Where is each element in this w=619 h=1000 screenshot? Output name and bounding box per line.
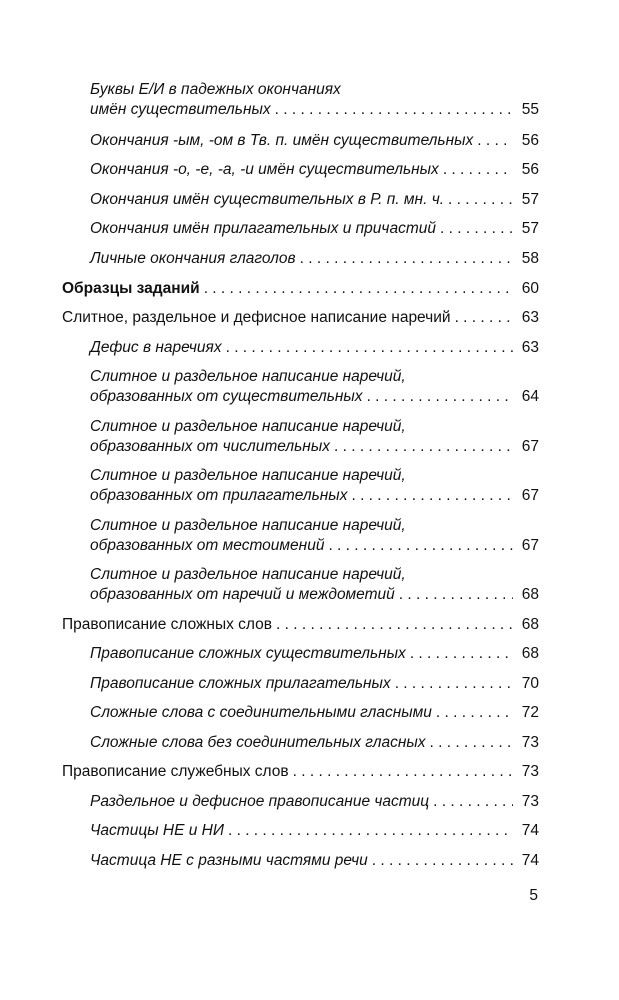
- toc-page-number: 73: [521, 763, 539, 780]
- toc-page-number: 64: [521, 388, 539, 405]
- dot-leader: [351, 486, 513, 506]
- toc-entry-title: Окончания имён прилагательных и причастий: [90, 220, 436, 237]
- toc-entry[interactable]: [90, 417, 539, 457]
- toc-entry-title: Окончания -ым, -ом в Тв. п. имён существительных: [90, 132, 474, 149]
- dot-leader: [433, 792, 513, 812]
- toc-entry-title: образованных от местоимений: [90, 537, 325, 554]
- toc-entry-title-line1: Слитное и раздельное написание наречий,: [90, 368, 406, 385]
- page-number: 5: [529, 887, 538, 904]
- dot-leader: [293, 762, 513, 782]
- toc-page-number: 68: [521, 586, 539, 603]
- toc-page-number: 56: [521, 132, 539, 149]
- toc-entry[interactable]: [90, 733, 539, 753]
- toc-entry[interactable]: [90, 80, 539, 120]
- dot-leader: [448, 190, 513, 210]
- toc-entry-title: Сложные слова с соединительными гласными: [90, 704, 432, 721]
- toc-page-number: 57: [521, 220, 539, 237]
- toc-page-number: 60: [521, 280, 539, 297]
- toc-entry-title-line1: Слитное и раздельное написание наречий,: [90, 418, 406, 435]
- toc-entry[interactable]: [90, 367, 539, 407]
- dot-leader: [455, 308, 513, 328]
- toc-entry-title: имён существительных: [90, 101, 271, 118]
- toc-section-title: Слитное, раздельное и дефисное написание наречий: [62, 309, 451, 326]
- toc-entry-title: Дефис в наречиях: [90, 339, 222, 356]
- dot-leader: [443, 160, 513, 180]
- toc-section-entry[interactable]: [62, 615, 539, 635]
- toc-page-number: 74: [521, 822, 539, 839]
- dot-leader: [204, 279, 513, 299]
- toc-entry[interactable]: [90, 516, 539, 556]
- toc-entry[interactable]: [90, 219, 539, 239]
- dot-leader: [275, 100, 513, 120]
- dot-leader: [399, 585, 513, 605]
- dot-leader: [300, 249, 513, 269]
- dot-leader: [410, 644, 513, 664]
- toc-section-title: Правописание служебных слов: [62, 763, 289, 780]
- toc-entry-title: Сложные слова без соединительных гласных: [90, 734, 426, 751]
- toc-entry-title: Частица НЕ с разными частями речи: [90, 852, 368, 869]
- toc-entry-title-line1: Слитное и раздельное написание наречий,: [90, 467, 406, 484]
- toc-page-number: 57: [521, 191, 539, 208]
- toc-section-entry[interactable]: [62, 279, 539, 299]
- toc-entry[interactable]: [90, 703, 539, 723]
- dot-leader: [226, 338, 513, 358]
- toc-page-number: 63: [521, 309, 539, 326]
- toc-entry[interactable]: [90, 851, 539, 871]
- toc-page-number: 68: [521, 616, 539, 633]
- toc-entry[interactable]: [90, 190, 539, 210]
- dot-leader: [228, 821, 513, 841]
- dot-leader: [334, 437, 513, 457]
- dot-leader: [440, 219, 513, 239]
- toc-entry[interactable]: [90, 249, 539, 269]
- toc-entry-title: Окончания -о, -е, -а, -и имён существительных: [90, 161, 439, 178]
- toc-entry-title: образованных от наречий и междометий: [90, 586, 395, 603]
- toc-entry[interactable]: [90, 466, 539, 506]
- toc-entry[interactable]: [90, 674, 539, 694]
- toc-page-number: 56: [521, 161, 539, 178]
- toc-entry[interactable]: [90, 565, 539, 605]
- toc-page-number: 58: [521, 250, 539, 267]
- dot-leader: [328, 536, 513, 556]
- dot-leader: [430, 733, 513, 753]
- toc-page-number: 73: [521, 734, 539, 751]
- toc-entry-title-line1: Буквы Е/И в падежных окончаниях: [90, 81, 341, 98]
- toc-page-number: 67: [521, 438, 539, 455]
- toc-entry-title: Окончания имён существительных в Р. п. мн. ч.: [90, 191, 445, 208]
- toc-page-number: 72: [521, 704, 539, 721]
- toc-entry[interactable]: [90, 644, 539, 664]
- toc-entry[interactable]: [90, 792, 539, 812]
- toc-entry[interactable]: [90, 338, 539, 358]
- toc-section-entry[interactable]: [62, 762, 539, 782]
- toc-entry-title: образованных от существительных: [90, 388, 363, 405]
- toc-entry-title: Частицы НЕ и НИ: [90, 822, 224, 839]
- toc-entry-title: Раздельное и дефисное правописание частиц: [90, 793, 430, 810]
- toc-page-number: 63: [521, 339, 539, 356]
- toc-page-number: 73: [521, 793, 539, 810]
- toc-entry[interactable]: [90, 821, 539, 841]
- toc-page-number: 67: [521, 487, 539, 504]
- toc-entry-title: образованных от числительных: [90, 438, 330, 455]
- toc-entry-title-line1: Слитное и раздельное написание наречий,: [90, 517, 406, 534]
- dot-leader: [372, 851, 513, 871]
- toc-entry-title: Правописание сложных существительных: [90, 645, 406, 662]
- dot-leader: [367, 387, 513, 407]
- dot-leader: [395, 674, 513, 694]
- toc-page-number: 55: [521, 101, 539, 118]
- toc-page-number: 74: [521, 852, 539, 869]
- toc-entry[interactable]: [90, 131, 539, 151]
- dot-leader: [436, 703, 513, 723]
- toc-section-title: Образцы заданий: [62, 280, 200, 297]
- toc-entry-title: Личные окончания глаголов: [90, 250, 296, 267]
- toc-page-number: 67: [521, 537, 539, 554]
- toc-section-title: Правописание сложных слов: [62, 616, 272, 633]
- toc-entry-title-line1: Слитное и раздельное написание наречий,: [90, 566, 406, 583]
- dot-leader: [276, 615, 513, 635]
- toc-page-number: 68: [521, 645, 539, 662]
- toc-entry-title: Правописание сложных прилагательных: [90, 675, 391, 692]
- toc-entry[interactable]: [90, 160, 539, 180]
- toc-page-number: 70: [521, 675, 539, 692]
- toc-entry-title: образованных от прилагательных: [90, 487, 348, 504]
- toc-section-entry[interactable]: [62, 308, 539, 328]
- dot-leader: [477, 131, 513, 151]
